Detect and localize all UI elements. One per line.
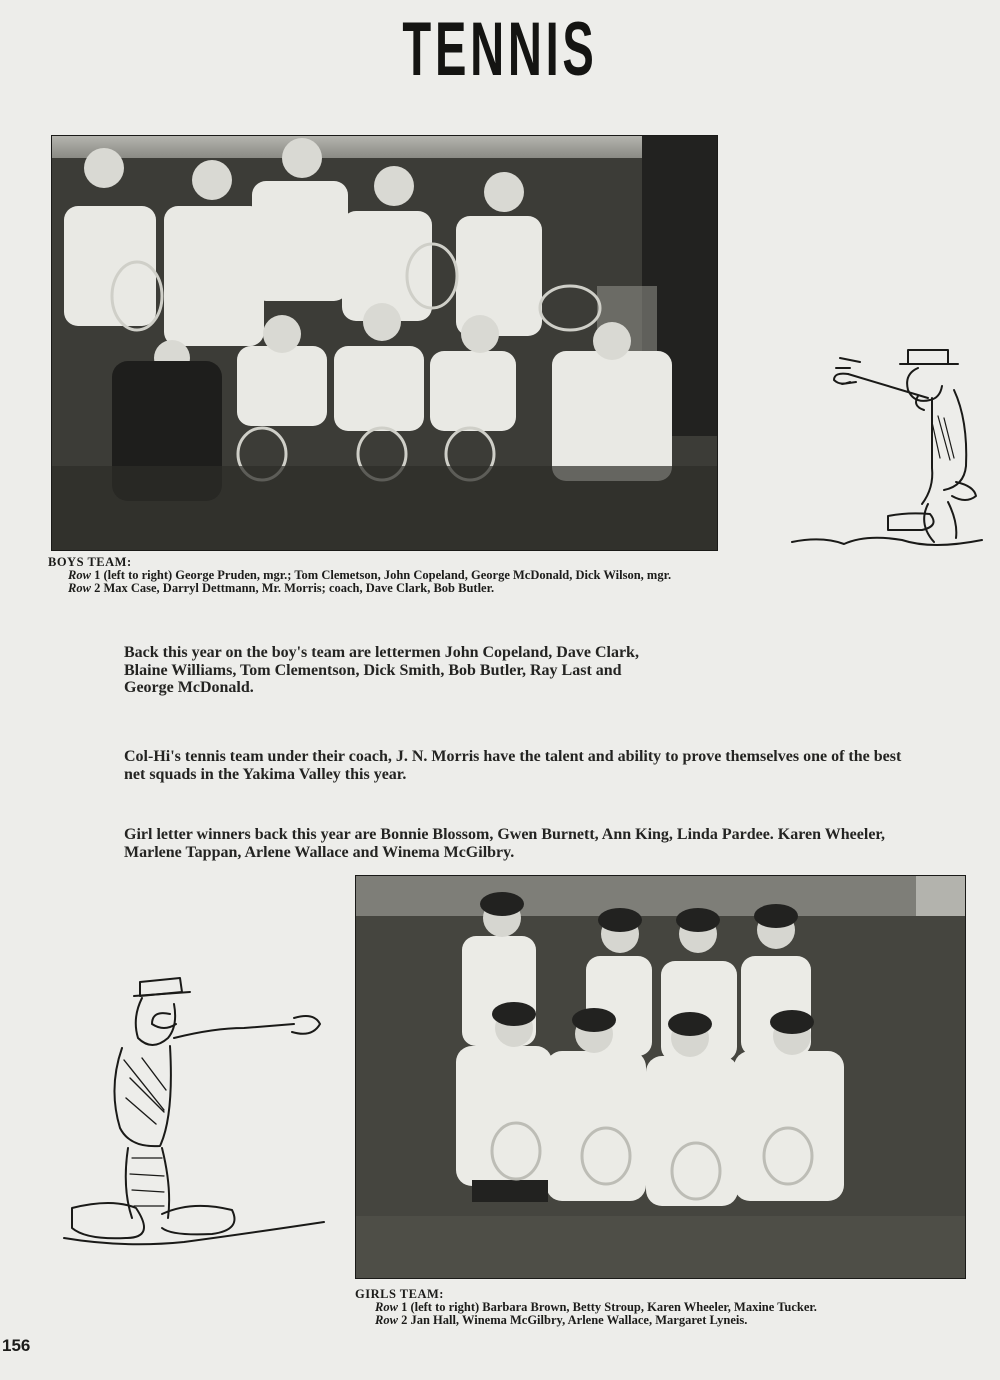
coach-paragraph: Col-Hi's tennis team under their coach, J. N. Morris have the talent and ability to prove themselves one of the best net squads in the Yakima Valley this year. (124, 748, 902, 783)
girls-caption-row-2 (355, 1314, 995, 1327)
girls-caption-heading: GIRLS TEAM: (355, 1287, 444, 1301)
boys-caption-heading: BOYS TEAM: (48, 555, 132, 569)
row-text: 2 Max Case, Darryl Dettmann, Mr. Morris; coach, Dave Clark, Bob Butler. (94, 581, 495, 595)
cartoon-umpire-illustration (62, 968, 332, 1268)
girls-team-photo (356, 876, 965, 1278)
row-text: 1 (left to right) George Pruden, mgr.; Tom Clemetson, John Copeland, George McDonald, Dick Wilson, mgr. (94, 568, 672, 582)
row-label: Row (375, 1313, 398, 1327)
page-title: TENNIS (402, 7, 598, 92)
row-label: Row (68, 568, 91, 582)
girls-lettermen-paragraph: Girl letter winners back this year are Bonnie Blossom, Gwen Burnett, Ann King, Linda Pardee. Karen Wheeler, Marlene Tappan, Arlene Wallace and Winema McGilbry. (124, 826, 886, 861)
row-text: 1 (left to right) Barbara Brown, Betty Stroup, Karen Wheeler, Maxine Tucker. (401, 1300, 817, 1314)
cartoon-referee-illustration (788, 338, 988, 558)
boys-team-caption (48, 556, 928, 595)
boys-team-photo (52, 136, 717, 550)
row-label: Row (68, 581, 91, 595)
row-text: 2 Jan Hall, Winema McGilbry, Arlene Wallace, Margaret Lyneis. (401, 1313, 748, 1327)
boys-caption-row-2 (48, 582, 928, 595)
page-number: 156 (2, 1336, 31, 1355)
girls-team-caption (355, 1288, 995, 1327)
lettermen-paragraph: Back this year on the boy's team are lettermen John Copeland, Dave Clark, Blaine Williams, Tom Clementson, Dick Smith, Bob Butler, Ray Last and George McDonald. (124, 644, 639, 696)
row-label: Row (375, 1300, 398, 1314)
